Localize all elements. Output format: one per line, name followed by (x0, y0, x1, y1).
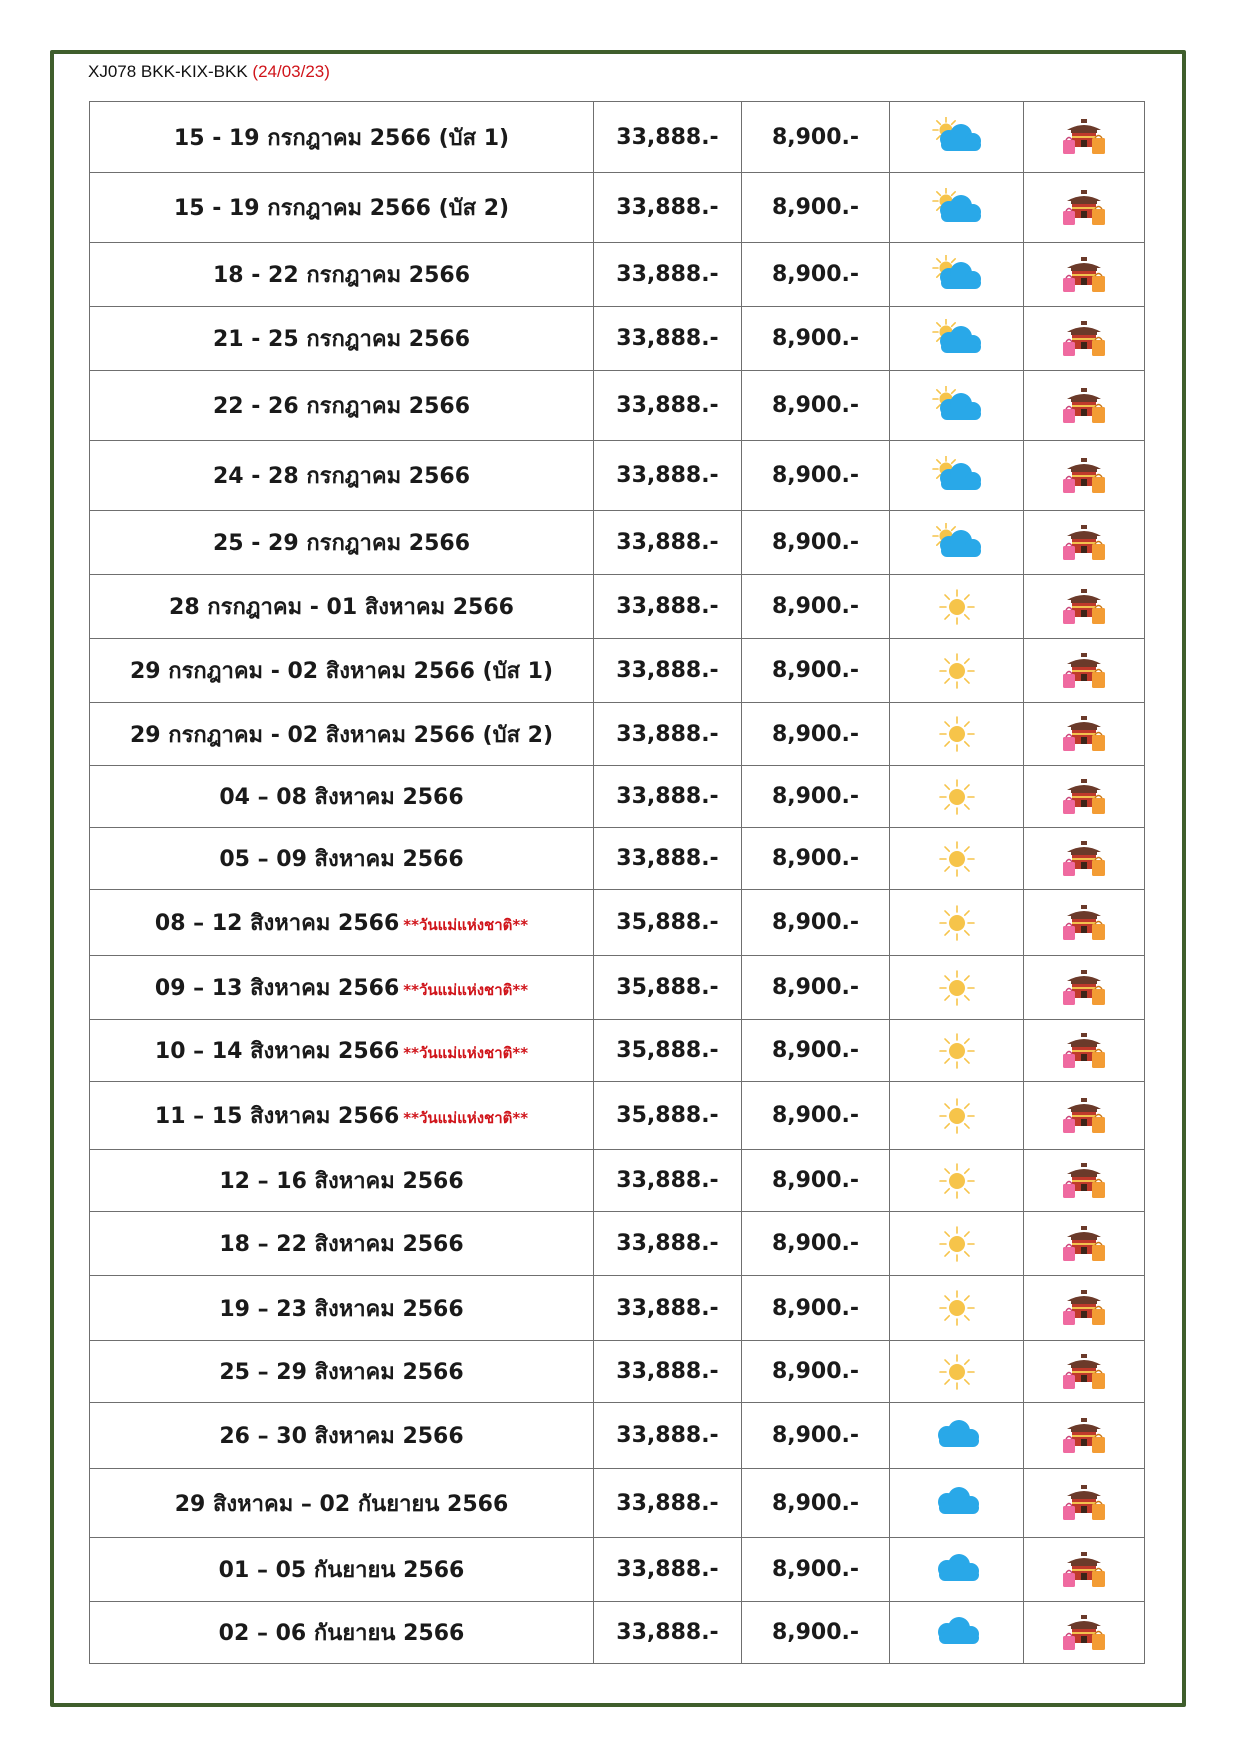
single-supplement-price: 8,900.- (742, 703, 890, 766)
weather-cell (890, 703, 1024, 766)
travel-date-cell (90, 441, 594, 511)
travel-date-cell (90, 173, 594, 243)
shopping-cell (1024, 441, 1145, 511)
update-date: (24/03/23) (252, 62, 330, 81)
travel-date: 29 กรกฎาคม - 02 สิงหาคม 2566 (บัส 1) (129, 659, 554, 684)
shopping-cell (1024, 956, 1145, 1020)
sun-icon (929, 1161, 985, 1201)
travel-date: 12 – 16 สิงหาคม 2566 (219, 1169, 464, 1194)
sun-icon (929, 1096, 985, 1136)
travel-date: 21 - 25 กรกฎาคม 2566 (212, 327, 471, 352)
weather-cell (890, 575, 1024, 639)
shopping-temple-icon (1057, 1097, 1111, 1135)
single-supplement-price: 8,900.- (742, 1602, 890, 1664)
travel-date: 25 – 29 สิงหาคม 2566 (219, 1360, 464, 1385)
adult-price: 33,888.- (594, 1150, 742, 1212)
weather-cell (890, 1538, 1024, 1602)
weather-cell (890, 511, 1024, 575)
travel-date: 11 – 15 สิงหาคม 2566 (154, 1104, 400, 1129)
single-supplement-price: 8,900.- (742, 243, 890, 307)
shopping-temple-icon (1057, 1289, 1111, 1327)
shopping-temple-icon (1057, 1417, 1111, 1455)
travel-date: 26 – 30 สิงหาคม 2566 (219, 1424, 464, 1449)
shopping-cell (1024, 511, 1145, 575)
shopping-cell (1024, 1469, 1145, 1538)
travel-date: 09 – 13 สิงหาคม 2566 (154, 976, 400, 1001)
shopping-temple-icon (1057, 652, 1111, 690)
travel-date: 18 – 22 สิงหาคม 2566 (219, 1232, 464, 1257)
shopping-temple-icon (1057, 1225, 1111, 1263)
single-supplement-price: 8,900.- (742, 441, 890, 511)
travel-date-cell (90, 1020, 594, 1082)
adult-price: 35,888.- (594, 890, 742, 956)
sun-icon (929, 714, 985, 754)
sun-icon (929, 903, 985, 943)
shopping-temple-icon (1057, 1614, 1111, 1652)
weather-cell (890, 371, 1024, 441)
single-supplement-price: 8,900.- (742, 1403, 890, 1469)
shopping-cell (1024, 1602, 1145, 1664)
table-row (90, 1538, 1145, 1602)
adult-price: 33,888.- (594, 1341, 742, 1403)
table-row (90, 243, 1145, 307)
table-row (90, 890, 1145, 956)
travel-date-cell (90, 1276, 594, 1341)
shopping-cell (1024, 766, 1145, 828)
shopping-temple-icon (1057, 1162, 1111, 1200)
travel-date-cell (90, 1082, 594, 1150)
shopping-temple-icon (1057, 904, 1111, 942)
weather-cell (890, 1469, 1024, 1538)
shopping-cell (1024, 371, 1145, 441)
shopping-cell (1024, 173, 1145, 243)
departure-price-table (89, 101, 1145, 1664)
sun-cloud-icon (929, 255, 985, 295)
weather-cell (890, 307, 1024, 371)
single-supplement-price: 8,900.- (742, 102, 890, 173)
shopping-temple-icon (1057, 969, 1111, 1007)
weather-cell (890, 828, 1024, 890)
sun-icon (929, 777, 985, 817)
table-row (90, 307, 1145, 371)
cloud-icon (929, 1416, 985, 1456)
table-row (90, 511, 1145, 575)
travel-date: 28 กรกฎาคม - 01 สิงหาคม 2566 (169, 595, 514, 620)
shopping-temple-icon (1057, 256, 1111, 294)
table-row (90, 703, 1145, 766)
travel-date-cell (90, 1150, 594, 1212)
table-row (90, 766, 1145, 828)
sun-icon (929, 1031, 985, 1071)
adult-price: 33,888.- (594, 1538, 742, 1602)
travel-date: 04 – 08 สิงหาคม 2566 (219, 785, 464, 810)
cloud-icon (929, 1613, 985, 1653)
weather-cell (890, 1403, 1024, 1469)
adult-price: 33,888.- (594, 173, 742, 243)
table-row (90, 1469, 1145, 1538)
travel-date: 15 - 19 กรกฎาคม 2566 (บัส 2) (173, 196, 510, 221)
travel-date: 15 - 19 กรกฎาคม 2566 (บัส 1) (173, 125, 510, 151)
travel-date-cell (90, 639, 594, 703)
shopping-cell (1024, 1212, 1145, 1276)
travel-date-cell (90, 371, 594, 441)
weather-cell (890, 639, 1024, 703)
adult-price: 33,888.- (594, 575, 742, 639)
weather-cell (890, 243, 1024, 307)
travel-date-cell (90, 511, 594, 575)
single-supplement-price: 8,900.- (742, 307, 890, 371)
shopping-temple-icon (1057, 457, 1111, 495)
shopping-temple-icon (1057, 1353, 1111, 1391)
single-supplement-price: 8,900.- (742, 371, 890, 441)
adult-price: 33,888.- (594, 1469, 742, 1538)
holiday-note: **วันแม่แห่งชาติ** (403, 981, 529, 999)
adult-price: 33,888.- (594, 102, 742, 173)
page-header (88, 62, 330, 82)
sun-icon (929, 1288, 985, 1328)
shopping-cell (1024, 1020, 1145, 1082)
travel-date-cell (90, 956, 594, 1020)
adult-price: 33,888.- (594, 766, 742, 828)
holiday-note: **วันแม่แห่งชาติ** (403, 1044, 529, 1062)
adult-price: 33,888.- (594, 243, 742, 307)
travel-date-cell (90, 307, 594, 371)
table-row (90, 828, 1145, 890)
single-supplement-price: 8,900.- (742, 1276, 890, 1341)
travel-date-cell (90, 575, 594, 639)
travel-date: 29 สิงหาคม – 02 กันยายน 2566 (174, 1491, 509, 1517)
shopping-temple-icon (1057, 524, 1111, 562)
adult-price: 33,888.- (594, 639, 742, 703)
adult-price: 33,888.- (594, 371, 742, 441)
shopping-cell (1024, 828, 1145, 890)
travel-date: 08 – 12 สิงหาคม 2566 (154, 911, 400, 936)
sun-cloud-icon (929, 319, 985, 359)
adult-price: 35,888.- (594, 1082, 742, 1150)
travel-date-cell (90, 890, 594, 956)
shopping-cell (1024, 1538, 1145, 1602)
sun-icon (929, 968, 985, 1008)
table-row (90, 1020, 1145, 1082)
shopping-temple-icon (1057, 387, 1111, 425)
shopping-cell (1024, 1276, 1145, 1341)
weather-cell (890, 956, 1024, 1020)
weather-cell (890, 102, 1024, 173)
shopping-temple-icon (1057, 778, 1111, 816)
shopping-cell (1024, 1403, 1145, 1469)
shopping-cell (1024, 102, 1145, 173)
adult-price: 35,888.- (594, 1020, 742, 1082)
single-supplement-price: 8,900.- (742, 1150, 890, 1212)
cloud-icon (929, 1483, 985, 1523)
shopping-temple-icon (1057, 118, 1111, 156)
weather-cell (890, 173, 1024, 243)
shopping-temple-icon (1057, 320, 1111, 358)
table-row (90, 102, 1145, 173)
adult-price: 33,888.- (594, 1602, 742, 1664)
single-supplement-price: 8,900.- (742, 956, 890, 1020)
travel-date-cell (90, 703, 594, 766)
sun-cloud-icon (929, 188, 985, 228)
travel-date-cell (90, 102, 594, 173)
travel-date-cell (90, 828, 594, 890)
table-row (90, 1276, 1145, 1341)
shopping-cell (1024, 575, 1145, 639)
travel-date: 29 กรกฎาคม - 02 สิงหาคม 2566 (บัส 2) (129, 722, 554, 748)
travel-date: 02 – 06 กันยายน 2566 (218, 1621, 465, 1646)
table-row (90, 1602, 1145, 1664)
travel-date: 24 - 28 กรกฎาคม 2566 (212, 464, 471, 489)
weather-cell (890, 1150, 1024, 1212)
travel-date-cell (90, 1212, 594, 1276)
single-supplement-price: 8,900.- (742, 1538, 890, 1602)
single-supplement-price: 8,900.- (742, 1469, 890, 1538)
single-supplement-price: 8,900.- (742, 1020, 890, 1082)
adult-price: 33,888.- (594, 703, 742, 766)
sun-icon (929, 839, 985, 879)
travel-date-cell (90, 243, 594, 307)
shopping-temple-icon (1057, 715, 1111, 753)
sun-cloud-icon (929, 117, 985, 157)
adult-price: 33,888.- (594, 1276, 742, 1341)
table-row (90, 173, 1145, 243)
single-supplement-price: 8,900.- (742, 890, 890, 956)
shopping-temple-icon (1057, 1484, 1111, 1522)
shopping-temple-icon (1057, 189, 1111, 227)
sun-icon (929, 587, 985, 627)
weather-cell (890, 441, 1024, 511)
adult-price: 33,888.- (594, 1212, 742, 1276)
table-row (90, 1341, 1145, 1403)
table-row (90, 639, 1145, 703)
sun-cloud-icon (929, 386, 985, 426)
weather-cell (890, 766, 1024, 828)
single-supplement-price: 8,900.- (742, 511, 890, 575)
single-supplement-price: 8,900.- (742, 173, 890, 243)
weather-cell (890, 1276, 1024, 1341)
tour-code: XJ078 BKK-KIX-BKK (88, 62, 248, 81)
travel-date: 25 - 29 กรกฎาคม 2566 (212, 531, 471, 556)
travel-date: 05 – 09 สิงหาคม 2566 (219, 847, 464, 872)
weather-cell (890, 1341, 1024, 1403)
single-supplement-price: 8,900.- (742, 639, 890, 703)
weather-cell (890, 1602, 1024, 1664)
adult-price: 33,888.- (594, 441, 742, 511)
table-row (90, 1212, 1145, 1276)
adult-price: 33,888.- (594, 307, 742, 371)
single-supplement-price: 8,900.- (742, 1212, 890, 1276)
sun-cloud-icon (929, 456, 985, 496)
shopping-temple-icon (1057, 1551, 1111, 1589)
weather-cell (890, 1082, 1024, 1150)
travel-date: 19 – 23 สิงหาคม 2566 (219, 1296, 464, 1322)
shopping-temple-icon (1057, 840, 1111, 878)
holiday-note: **วันแม่แห่งชาติ** (403, 1109, 529, 1127)
travel-date-cell (90, 1538, 594, 1602)
single-supplement-price: 8,900.- (742, 828, 890, 890)
shopping-cell (1024, 1150, 1145, 1212)
shopping-cell (1024, 639, 1145, 703)
table-row (90, 371, 1145, 441)
shopping-temple-icon (1057, 1032, 1111, 1070)
shopping-cell (1024, 1082, 1145, 1150)
travel-date: 18 - 22 กรกฎาคม 2566 (212, 263, 471, 288)
adult-price: 33,888.- (594, 828, 742, 890)
travel-date-cell (90, 1341, 594, 1403)
table-row (90, 441, 1145, 511)
adult-price: 33,888.- (594, 511, 742, 575)
adult-price: 35,888.- (594, 956, 742, 1020)
sun-cloud-icon (929, 523, 985, 563)
travel-date: 01 – 05 กันยายน 2566 (218, 1558, 465, 1583)
cloud-icon (929, 1550, 985, 1590)
holiday-note: **วันแม่แห่งชาติ** (403, 916, 529, 934)
travel-date-cell (90, 1602, 594, 1664)
table-row (90, 575, 1145, 639)
single-supplement-price: 8,900.- (742, 575, 890, 639)
sun-icon (929, 1352, 985, 1392)
sun-icon (929, 1224, 985, 1264)
shopping-cell (1024, 307, 1145, 371)
single-supplement-price: 8,900.- (742, 766, 890, 828)
table-row (90, 1403, 1145, 1469)
table-row (90, 1150, 1145, 1212)
weather-cell (890, 890, 1024, 956)
shopping-cell (1024, 1341, 1145, 1403)
weather-cell (890, 1212, 1024, 1276)
travel-date-cell (90, 1403, 594, 1469)
adult-price: 33,888.- (594, 1403, 742, 1469)
sun-icon (929, 651, 985, 691)
single-supplement-price: 8,900.- (742, 1341, 890, 1403)
shopping-temple-icon (1057, 588, 1111, 626)
weather-cell (890, 1020, 1024, 1082)
travel-date: 22 - 26 กรกฎาคม 2566 (212, 394, 471, 419)
travel-date: 10 – 14 สิงหาคม 2566 (154, 1039, 400, 1064)
travel-date-cell (90, 766, 594, 828)
table-row (90, 1082, 1145, 1150)
travel-date-cell (90, 1469, 594, 1538)
table-row (90, 956, 1145, 1020)
shopping-cell (1024, 243, 1145, 307)
shopping-cell (1024, 703, 1145, 766)
shopping-cell (1024, 890, 1145, 956)
single-supplement-price: 8,900.- (742, 1082, 890, 1150)
